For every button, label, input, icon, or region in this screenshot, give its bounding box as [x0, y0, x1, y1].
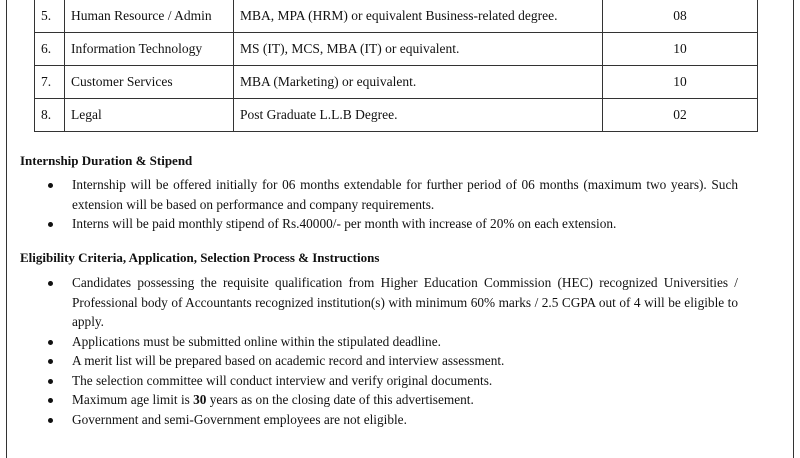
- list-item: Applications must be submitted online within the stipulated deadline.: [48, 332, 738, 352]
- cell-seats: 10: [603, 33, 758, 66]
- table-row: [35, 99, 758, 132]
- list-item: Internship will be offered initially for 06 months extendable for further period of 06 months (maximum two years). Such extension will be based on performance and company requirements.: [48, 175, 738, 214]
- table-row: [35, 0, 758, 33]
- age-limit: 30: [193, 392, 207, 407]
- list-item: The selection committee will conduct interview and verify original documents.: [48, 371, 738, 391]
- cell-qualification: MBA (Marketing) or equivalent.: [234, 66, 603, 99]
- cell-discipline: Customer Services: [65, 66, 234, 99]
- age-text: years as on the closing date of this advertisement.: [206, 392, 474, 407]
- cell-discipline: Legal: [65, 99, 234, 132]
- cell-qualification: MS (IT), MCS, MBA (IT) or equivalent.: [234, 33, 603, 66]
- list-item: A merit list will be prepared based on academic record and interview assessment.: [48, 351, 738, 371]
- list-item: Candidates possessing the requisite qualification from Higher Education Commission (HEC) recognized Universities / Professional body of Accountants recognized institution(s) with minimum 60% marks / 2.5 CGPA out of 4 will be eligible to apply.: [48, 273, 738, 332]
- table-row: [35, 33, 758, 66]
- positions-table: [34, 0, 758, 132]
- cell-seats: 08: [603, 0, 758, 33]
- list-item: [48, 390, 738, 410]
- table-row: [35, 66, 758, 99]
- cell-no: 7.: [35, 66, 65, 99]
- cell-seats: 02: [603, 99, 758, 132]
- cell-seats: 10: [603, 66, 758, 99]
- list-item: Government and semi-Government employees are not eligible.: [48, 410, 738, 430]
- age-text: Maximum age limit is: [72, 392, 194, 407]
- cell-no: 5.: [35, 0, 65, 33]
- list-item: Interns will be paid monthly stipend of Rs.40000/- per month with increase of 20% on each extension.: [48, 214, 738, 234]
- cell-no: 8.: [35, 99, 65, 132]
- duration-heading: Internship Duration & Stipend: [20, 153, 193, 168]
- cell-qualification: MBA, MPA (HRM) or equivalent Business-related degree.: [234, 0, 603, 33]
- cell-discipline: Information Technology: [65, 33, 234, 66]
- eligibility-heading: Eligibility Criteria, Application, Selection Process & Instructions: [20, 250, 380, 265]
- cell-qualification: Post Graduate L.L.B Degree.: [234, 99, 603, 132]
- eligibility-list: [48, 273, 738, 429]
- duration-list: [48, 175, 738, 234]
- cell-discipline: Human Resource / Admin: [65, 0, 234, 33]
- cell-no: 6.: [35, 33, 65, 66]
